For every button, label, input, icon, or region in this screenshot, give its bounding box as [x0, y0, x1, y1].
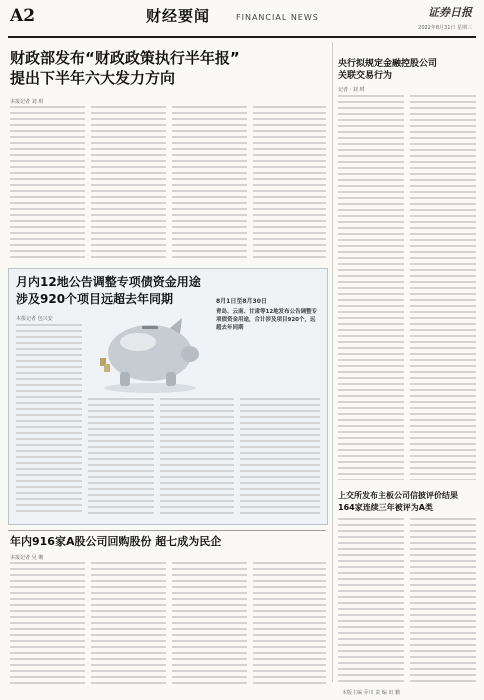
feature-column-1	[16, 324, 82, 516]
bottom-article-rule	[8, 530, 326, 531]
feature-graphic-caption	[216, 298, 320, 332]
right-top-article-title: 央行拟规定金融控股公司 关联交易行为	[338, 59, 438, 81]
right-bottom-column-1	[338, 518, 404, 684]
piggy-bank-illustration	[90, 298, 210, 394]
piggy-leg	[166, 372, 176, 386]
section-english: FINANCIAL NEWS	[236, 13, 319, 22]
main-article-column-3	[172, 106, 247, 261]
bottom-article-byline: 本报记者 吴 珊	[10, 555, 44, 561]
bottom-column-1	[10, 562, 85, 684]
feature-column-4	[240, 398, 320, 516]
feature-article-byline: 本报记者 包兴安	[16, 316, 53, 322]
column-divider	[332, 42, 333, 682]
header-rule	[8, 36, 476, 38]
caption-summary: 青岛、云南、甘肃等12地发布公告调整专项债资金用途，合计涉及项目920个，远超去年同期	[216, 309, 318, 331]
bottom-column-2	[91, 562, 166, 684]
main-article-column-4	[253, 106, 326, 261]
feature-article-title: 月内12地公告调整专项债资金用途 涉及920个项目远超去年同期	[16, 275, 201, 306]
caption-date-range: 8月1日至8月30日	[216, 298, 267, 305]
bottom-article-title: 年内916家A股公司回购股份 超七成为民企	[10, 535, 222, 548]
piggy-leg	[120, 372, 130, 386]
coin-slot	[142, 326, 158, 329]
piggy-shadow	[104, 383, 196, 393]
right-top-column-2	[410, 95, 476, 480]
page-number: A2	[10, 6, 36, 26]
main-article-column-2	[91, 106, 166, 261]
feature-column-2	[88, 398, 154, 516]
coin	[104, 364, 110, 372]
right-top-article-byline: 记者 · 刘 琪	[338, 87, 365, 93]
page-header	[0, 0, 484, 36]
page-footer: 本版主编 乔川 责 编 田 鹏	[342, 690, 400, 696]
right-top-column-1	[338, 95, 404, 480]
piggy-highlight	[120, 333, 156, 351]
feature-column-3	[160, 398, 234, 516]
main-article-column-1	[10, 106, 85, 261]
section-name: 财经要闻	[146, 7, 211, 25]
newspaper-logo: 证券日报	[428, 6, 472, 19]
main-article-byline: 本报记者 刘 琪	[10, 99, 44, 105]
bottom-column-3	[172, 562, 247, 684]
issue-date: 2022年8月31日 星期三	[418, 25, 472, 31]
main-article-title: 财政部发布“财政政策执行半年报” 提出下半年六大发力方向	[10, 49, 240, 87]
right-bottom-column-2	[410, 518, 476, 684]
right-bottom-article-title: 上交所发布主板公司信披评价结果 164家连续三年被评为A类	[338, 491, 458, 512]
bottom-column-4	[253, 562, 326, 684]
piggy-snout	[181, 346, 199, 362]
